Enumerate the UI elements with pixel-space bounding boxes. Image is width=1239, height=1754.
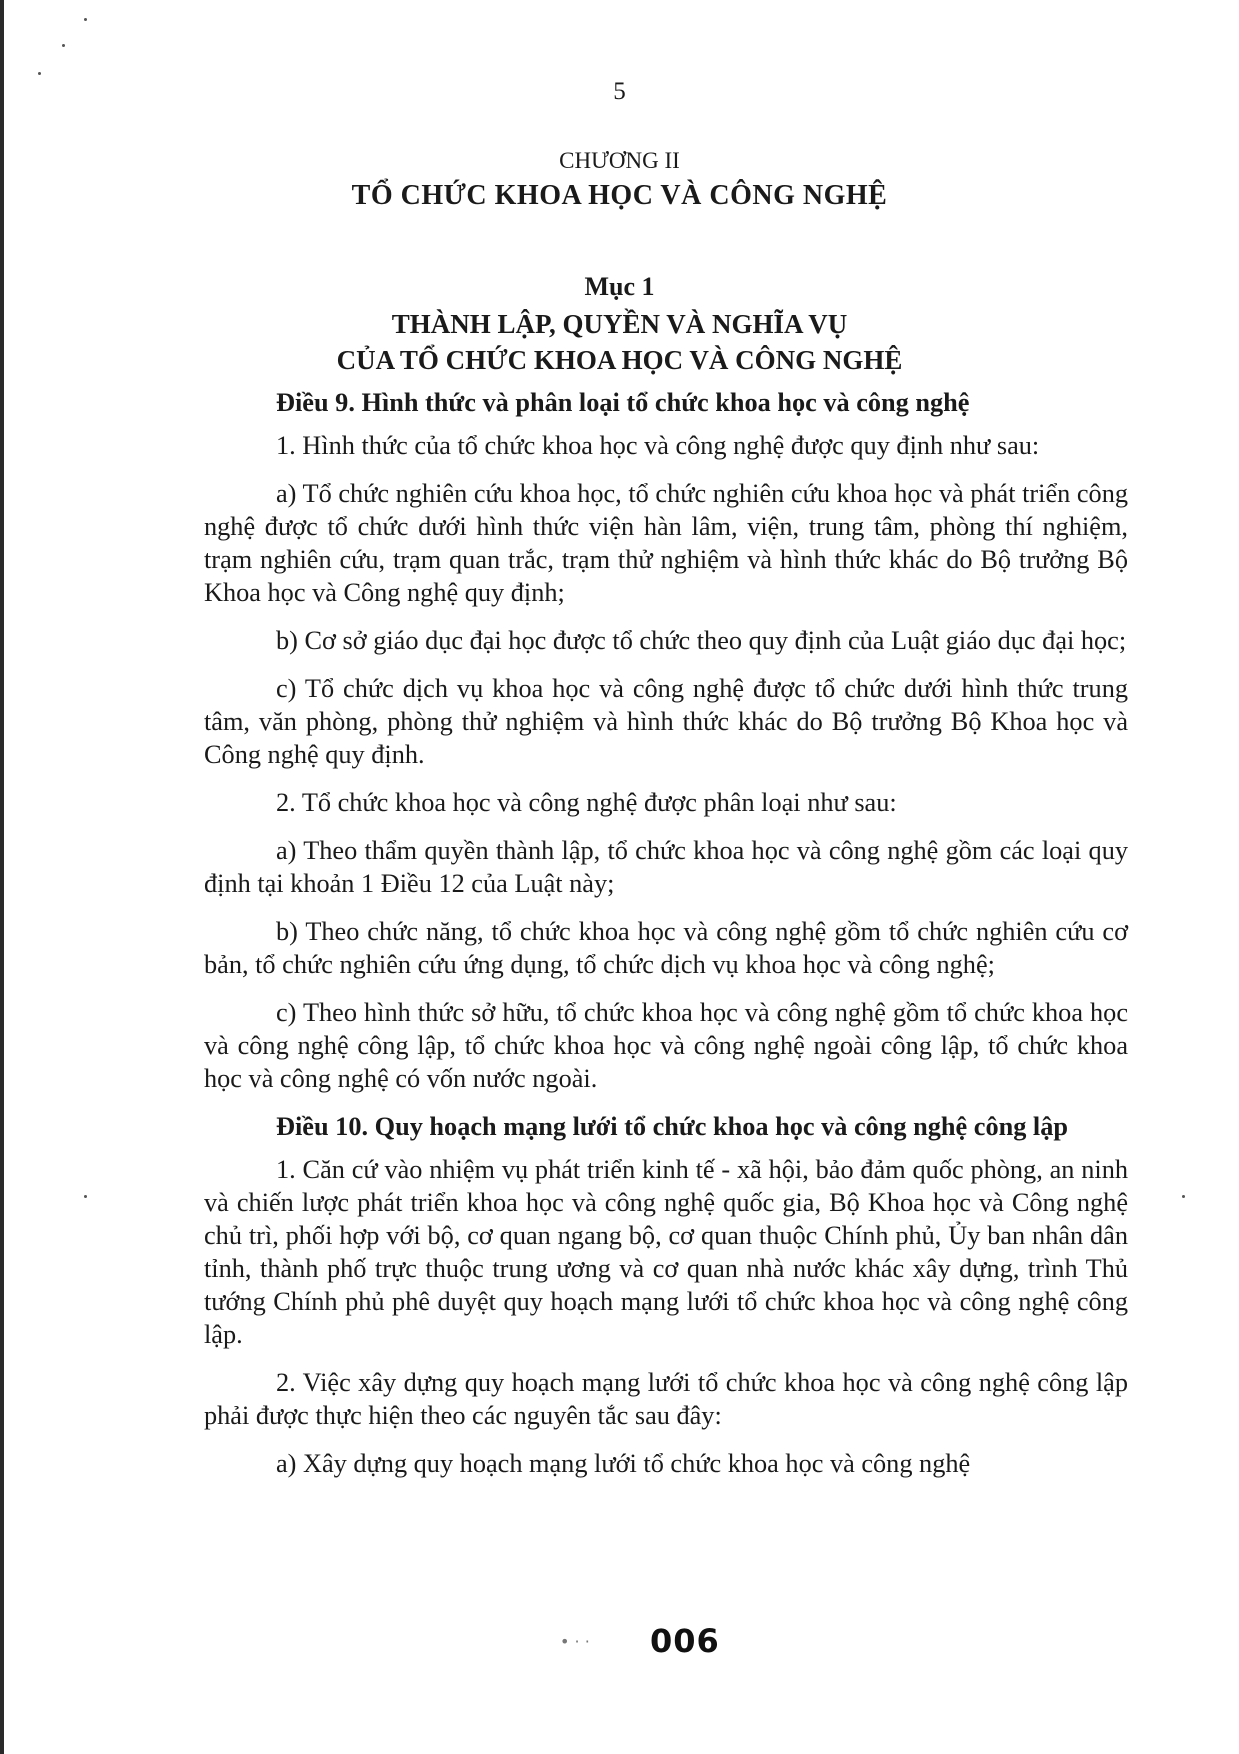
scan-mark: • · · — [560, 1632, 590, 1651]
scan-speck — [84, 18, 87, 21]
paragraph: a) Tổ chức nghiên cứu khoa học, tổ chức nghiên cứu khoa học và phát triển công nghệ được tổ chức dưới hình thức viện hàn lâm, viện, trung tâm, phòng thí nghiệm, trạm nghiên cứu, trạm quan trắc, trạm thử nghiệm và hình thức khác do Bộ trưởng Bộ Khoa học và Công nghệ quy định; — [204, 479, 1128, 607]
section-title-line: CỦA TỔ CHỨC KHOA HỌC VÀ CÔNG NGHỆ — [336, 345, 903, 375]
section-title — [0, 306, 1239, 378]
document-body — [204, 386, 1128, 1495]
scan-speck — [38, 72, 41, 75]
paragraph: 2. Tổ chức khoa học và công nghệ được phân loại như sau: — [276, 788, 897, 817]
paragraph: c) Tổ chức dịch vụ khoa học và công nghệ được tổ chức dưới hình thức trung tâm, văn phòng, phòng thử nghiệm và hình thức khác do Bộ trưởng Bộ Khoa học và Công nghệ quy định. — [204, 674, 1128, 769]
paragraph: b) Cơ sở giáo dục đại học được tổ chức theo quy định của Luật giáo dục đại học; — [276, 626, 1127, 655]
scan-speck — [84, 1195, 87, 1198]
section-label: Mục 1 — [584, 272, 655, 301]
chapter-title: TỔ CHỨC KHOA HỌC VÀ CÔNG NGHỆ — [351, 180, 888, 211]
article-9-heading: Điều 9. Hình thức và phân loại tổ chức khoa học và công nghệ — [276, 388, 970, 417]
scan-left-edge — [0, 0, 4, 1754]
paragraph: c) Theo hình thức sở hữu, tổ chức khoa học và công nghệ gồm tổ chức khoa học và công nghệ công lập, tổ chức khoa học và công nghệ ngoài công lập, tổ chức khoa học và công nghệ có vốn nước ngoài. — [204, 998, 1128, 1093]
page-stamp: 006 — [650, 1622, 720, 1660]
paragraph: 1. Hình thức của tổ chức khoa học và công nghệ được quy định như sau: — [276, 431, 1040, 460]
paragraph: 2. Việc xây dựng quy hoạch mạng lưới tổ chức khoa học và công nghệ công lập phải được thực hiện theo các nguyên tắc sau đây: — [204, 1368, 1128, 1430]
section-title-line: THÀNH LẬP, QUYỀN VÀ NGHĨA VỤ — [391, 309, 848, 339]
scan-speck — [62, 44, 65, 47]
page-number: 5 — [613, 78, 626, 105]
article-10-heading: Điều 10. Quy hoạch mạng lưới tổ chức khoa học và công nghệ công lập — [276, 1112, 1069, 1141]
paragraph: a) Xây dựng quy hoạch mạng lưới tổ chức khoa học và công nghệ — [276, 1449, 971, 1478]
paragraph: b) Theo chức năng, tổ chức khoa học và công nghệ gồm tổ chức nghiên cứu cơ bản, tổ chức nghiên cứu ứng dụng, tổ chức dịch vụ khoa học và công nghệ; — [204, 917, 1128, 979]
scan-speck — [1182, 1195, 1185, 1198]
chapter-label: CHƯƠNG II — [559, 148, 680, 173]
paragraph: 1. Căn cứ vào nhiệm vụ phát triển kinh tế - xã hội, bảo đảm quốc phòng, an ninh và chiến lược phát triển khoa học và công nghệ quốc gia, Bộ Khoa học và Công nghệ chủ trì, phối hợp với bộ, cơ quan ngang bộ, cơ quan thuộc Chính phủ, Ủy ban nhân dân tỉnh, thành phố trực thuộc trung ương và cơ quan nhà nước khác xây dựng, trình Thủ tướng Chính phủ phê duyệt quy hoạch mạng lưới tổ chức khoa học và công nghệ công lập. — [204, 1155, 1128, 1349]
paragraph: a) Theo thẩm quyền thành lập, tổ chức khoa học và công nghệ gồm các loại quy định tại khoản 1 Điều 12 của Luật này; — [204, 836, 1128, 898]
